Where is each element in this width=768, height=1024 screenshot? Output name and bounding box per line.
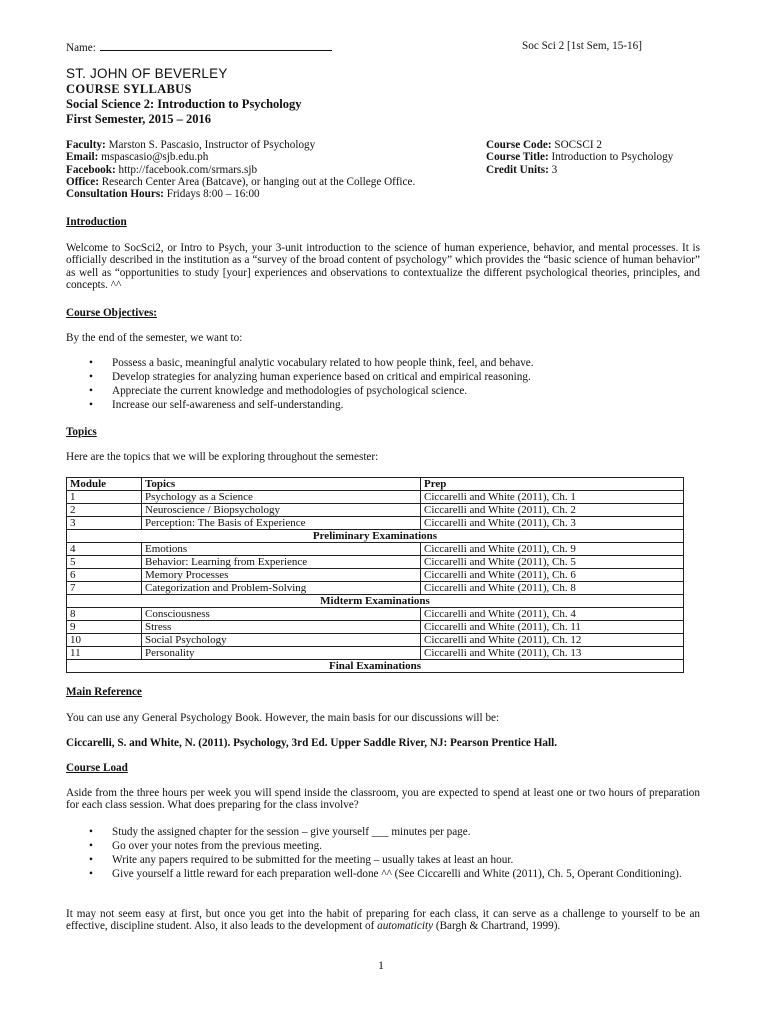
table-cell: Ciccarelli and White (2011), Ch. 5 — [421, 556, 684, 569]
table-cell: 11 — [67, 647, 142, 660]
list-item: • Possess a basic, meaningful analytic vocabulary related to how people think, feel, and behave. — [66, 357, 706, 369]
exam-row — [67, 660, 684, 673]
course-title-line: Course Title: Introduction to Psychology — [486, 151, 674, 164]
page-number: 1 — [378, 958, 384, 972]
subject-title: Social Science 2: Introduction to Psychology — [66, 97, 302, 111]
table-row — [67, 569, 684, 582]
table-cell: Ciccarelli and White (2011), Ch. 1 — [421, 491, 684, 504]
table-row — [67, 543, 684, 556]
consultation-line: Consultation Hours: Fridays 8:00 – 16:00 — [66, 188, 260, 201]
table-cell: 10 — [67, 634, 142, 647]
table-cell: 9 — [67, 621, 142, 634]
column-header: Topics — [142, 478, 421, 491]
table-row — [67, 491, 684, 504]
list-item: • Appreciate the current knowledge and methodologies of psychological science. — [66, 385, 706, 397]
office-line: Office: Research Center Area (Batcave), or hanging out at the College Office. — [66, 175, 416, 188]
objectives-lead: By the end of the semester, we want to: — [66, 332, 243, 344]
name-blank-line — [100, 40, 332, 51]
topics-lead: Here are the topics that we will be exploring throughout the semester: — [66, 451, 379, 463]
list-item: • Study the assigned chapter for the session – give yourself ___ minutes per page. — [66, 826, 706, 838]
table-cell: 2 — [67, 504, 142, 517]
table-cell: Ciccarelli and White (2011), Ch. 4 — [421, 608, 684, 621]
list-item: • Write any papers required to be submitted for the meeting – usually takes at least an hour. — [66, 854, 706, 866]
table-cell: Social Psychology — [142, 634, 421, 647]
topics-heading: Topics — [66, 426, 97, 438]
introduction-heading: Introduction — [66, 216, 127, 228]
table-cell: Behavior: Learning from Experience — [142, 556, 421, 569]
table-cell: Neuroscience / Biopsychology — [142, 504, 421, 517]
column-header: Prep — [421, 478, 684, 491]
reference-citation: Ciccarelli, S. and White, N. (2011). Psychology, 3rd Ed. Upper Saddle River, NJ: Pearson Prentice Hall. — [66, 737, 558, 749]
name-field — [66, 40, 332, 54]
table-cell: 5 — [67, 556, 142, 569]
table-row — [67, 647, 684, 660]
table-cell: 4 — [67, 543, 142, 556]
table-row — [67, 608, 684, 621]
exam-label: Final Examinations — [67, 660, 684, 673]
email-line: Email: mspascasio@sjb.edu.ph — [66, 151, 209, 164]
table-cell: 1 — [67, 491, 142, 504]
reference-heading: Main Reference — [66, 686, 142, 698]
table-cell: Stress — [142, 621, 421, 634]
automaticity-term: automaticity — [377, 920, 434, 933]
course-load-closing: It may not seem easy at first, but once you get into the habit of preparing for each class, it can serve as a challenge to yourself to be an effective, discipline student. Also, it also leads to the development of automaticity (Bargh & Chartrand, 1999). — [66, 908, 700, 933]
exam-row — [67, 595, 684, 608]
table-cell: Categorization and Problem-Solving — [142, 582, 421, 595]
table-cell: Perception: The Basis of Experience — [142, 517, 421, 530]
table-cell: Memory Processes — [142, 569, 421, 582]
table-cell: Ciccarelli and White (2011), Ch. 3 — [421, 517, 684, 530]
column-header: Module — [67, 478, 142, 491]
table-cell: 8 — [67, 608, 142, 621]
objectives-heading: Course Objectives: — [66, 307, 158, 319]
table-cell: Consciousness — [142, 608, 421, 621]
exam-label: Midterm Examinations — [67, 595, 684, 608]
course-load-heading: Course Load — [66, 762, 128, 774]
table-header-row — [67, 478, 684, 491]
credit-units-line: Credit Units: 3 — [486, 163, 558, 176]
course-code-line: Course Code: SOCSCI 2 — [486, 139, 602, 151]
table-cell: Personality — [142, 647, 421, 660]
table-cell: 7 — [67, 582, 142, 595]
introduction-text: Welcome to SocSci2, or Intro to Psych, your 3-unit introduction to the science of human experience, behavior, and mental processes. It is officially described in the institution as a “survey of the broad content of psychology” which provides the “basic science of human behavior” as well as “opportunities to study [your] experiences and observations to contextualize the different psychological theories, principles, and concepts. ^^ — [66, 242, 700, 292]
table-cell: 3 — [67, 517, 142, 530]
table-row — [67, 517, 684, 530]
course-load-lead: Aside from the three hours per week you will spend inside the classroom, you are expected to spend at least one or two hours of preparation for each class session. What does preparing for the class involve? — [66, 787, 700, 812]
exam-row — [67, 530, 684, 543]
table-row — [67, 504, 684, 517]
table-row — [67, 621, 684, 634]
table-cell: Emotions — [142, 543, 421, 556]
topics-table — [66, 477, 684, 673]
course-info — [486, 139, 673, 176]
facebook-line: Facebook: http://facebook.com/srmars.sjb — [66, 163, 258, 176]
instructor-info — [66, 139, 415, 200]
table-row — [67, 634, 684, 647]
list-item: • Give yourself a little reward for each preparation well-done ^^ (See Ciccarelli and White (2011), Ch. 5, Operant Conditioning). — [66, 868, 706, 880]
course-tag: Soc Sci 2 [1st Sem, 15-16] — [522, 40, 642, 52]
faculty-line: Faculty: Marston S. Pascasio, Instructor of Psychology — [66, 139, 316, 151]
exam-label: Preliminary Examinations — [67, 530, 684, 543]
table-cell: Psychology as a Science — [142, 491, 421, 504]
table-cell: Ciccarelli and White (2011), Ch. 11 — [421, 621, 684, 634]
table-cell: 6 — [67, 569, 142, 582]
table-row — [67, 582, 684, 595]
syllabus-title: COURSE SYLLABUS — [66, 82, 192, 96]
list-item: • Develop strategies for analyzing human experience based on critical and empirical reasoning. — [66, 371, 706, 383]
table-cell: Ciccarelli and White (2011), Ch. 8 — [421, 582, 684, 595]
list-item: • Go over your notes from the previous meeting. — [66, 840, 706, 852]
table-cell: Ciccarelli and White (2011), Ch. 6 — [421, 569, 684, 582]
semester-title: First Semester, 2015 – 2016 — [66, 112, 211, 126]
reference-lead: You can use any General Psychology Book. However, the main basis for our discussions will be: — [66, 712, 500, 724]
list-item: • Increase our self-awareness and self-understanding. — [66, 399, 706, 411]
table-cell: Ciccarelli and White (2011), Ch. 13 — [421, 647, 684, 660]
table-cell: Ciccarelli and White (2011), Ch. 9 — [421, 543, 684, 556]
course-load-list — [66, 826, 706, 882]
table-cell: Ciccarelli and White (2011), Ch. 12 — [421, 634, 684, 647]
name-label: Name: — [66, 42, 96, 54]
table-row — [67, 556, 684, 569]
school-name: ST. JOHN OF BEVERLEY — [66, 66, 228, 81]
table-cell: Ciccarelli and White (2011), Ch. 2 — [421, 504, 684, 517]
objectives-list — [66, 357, 706, 413]
